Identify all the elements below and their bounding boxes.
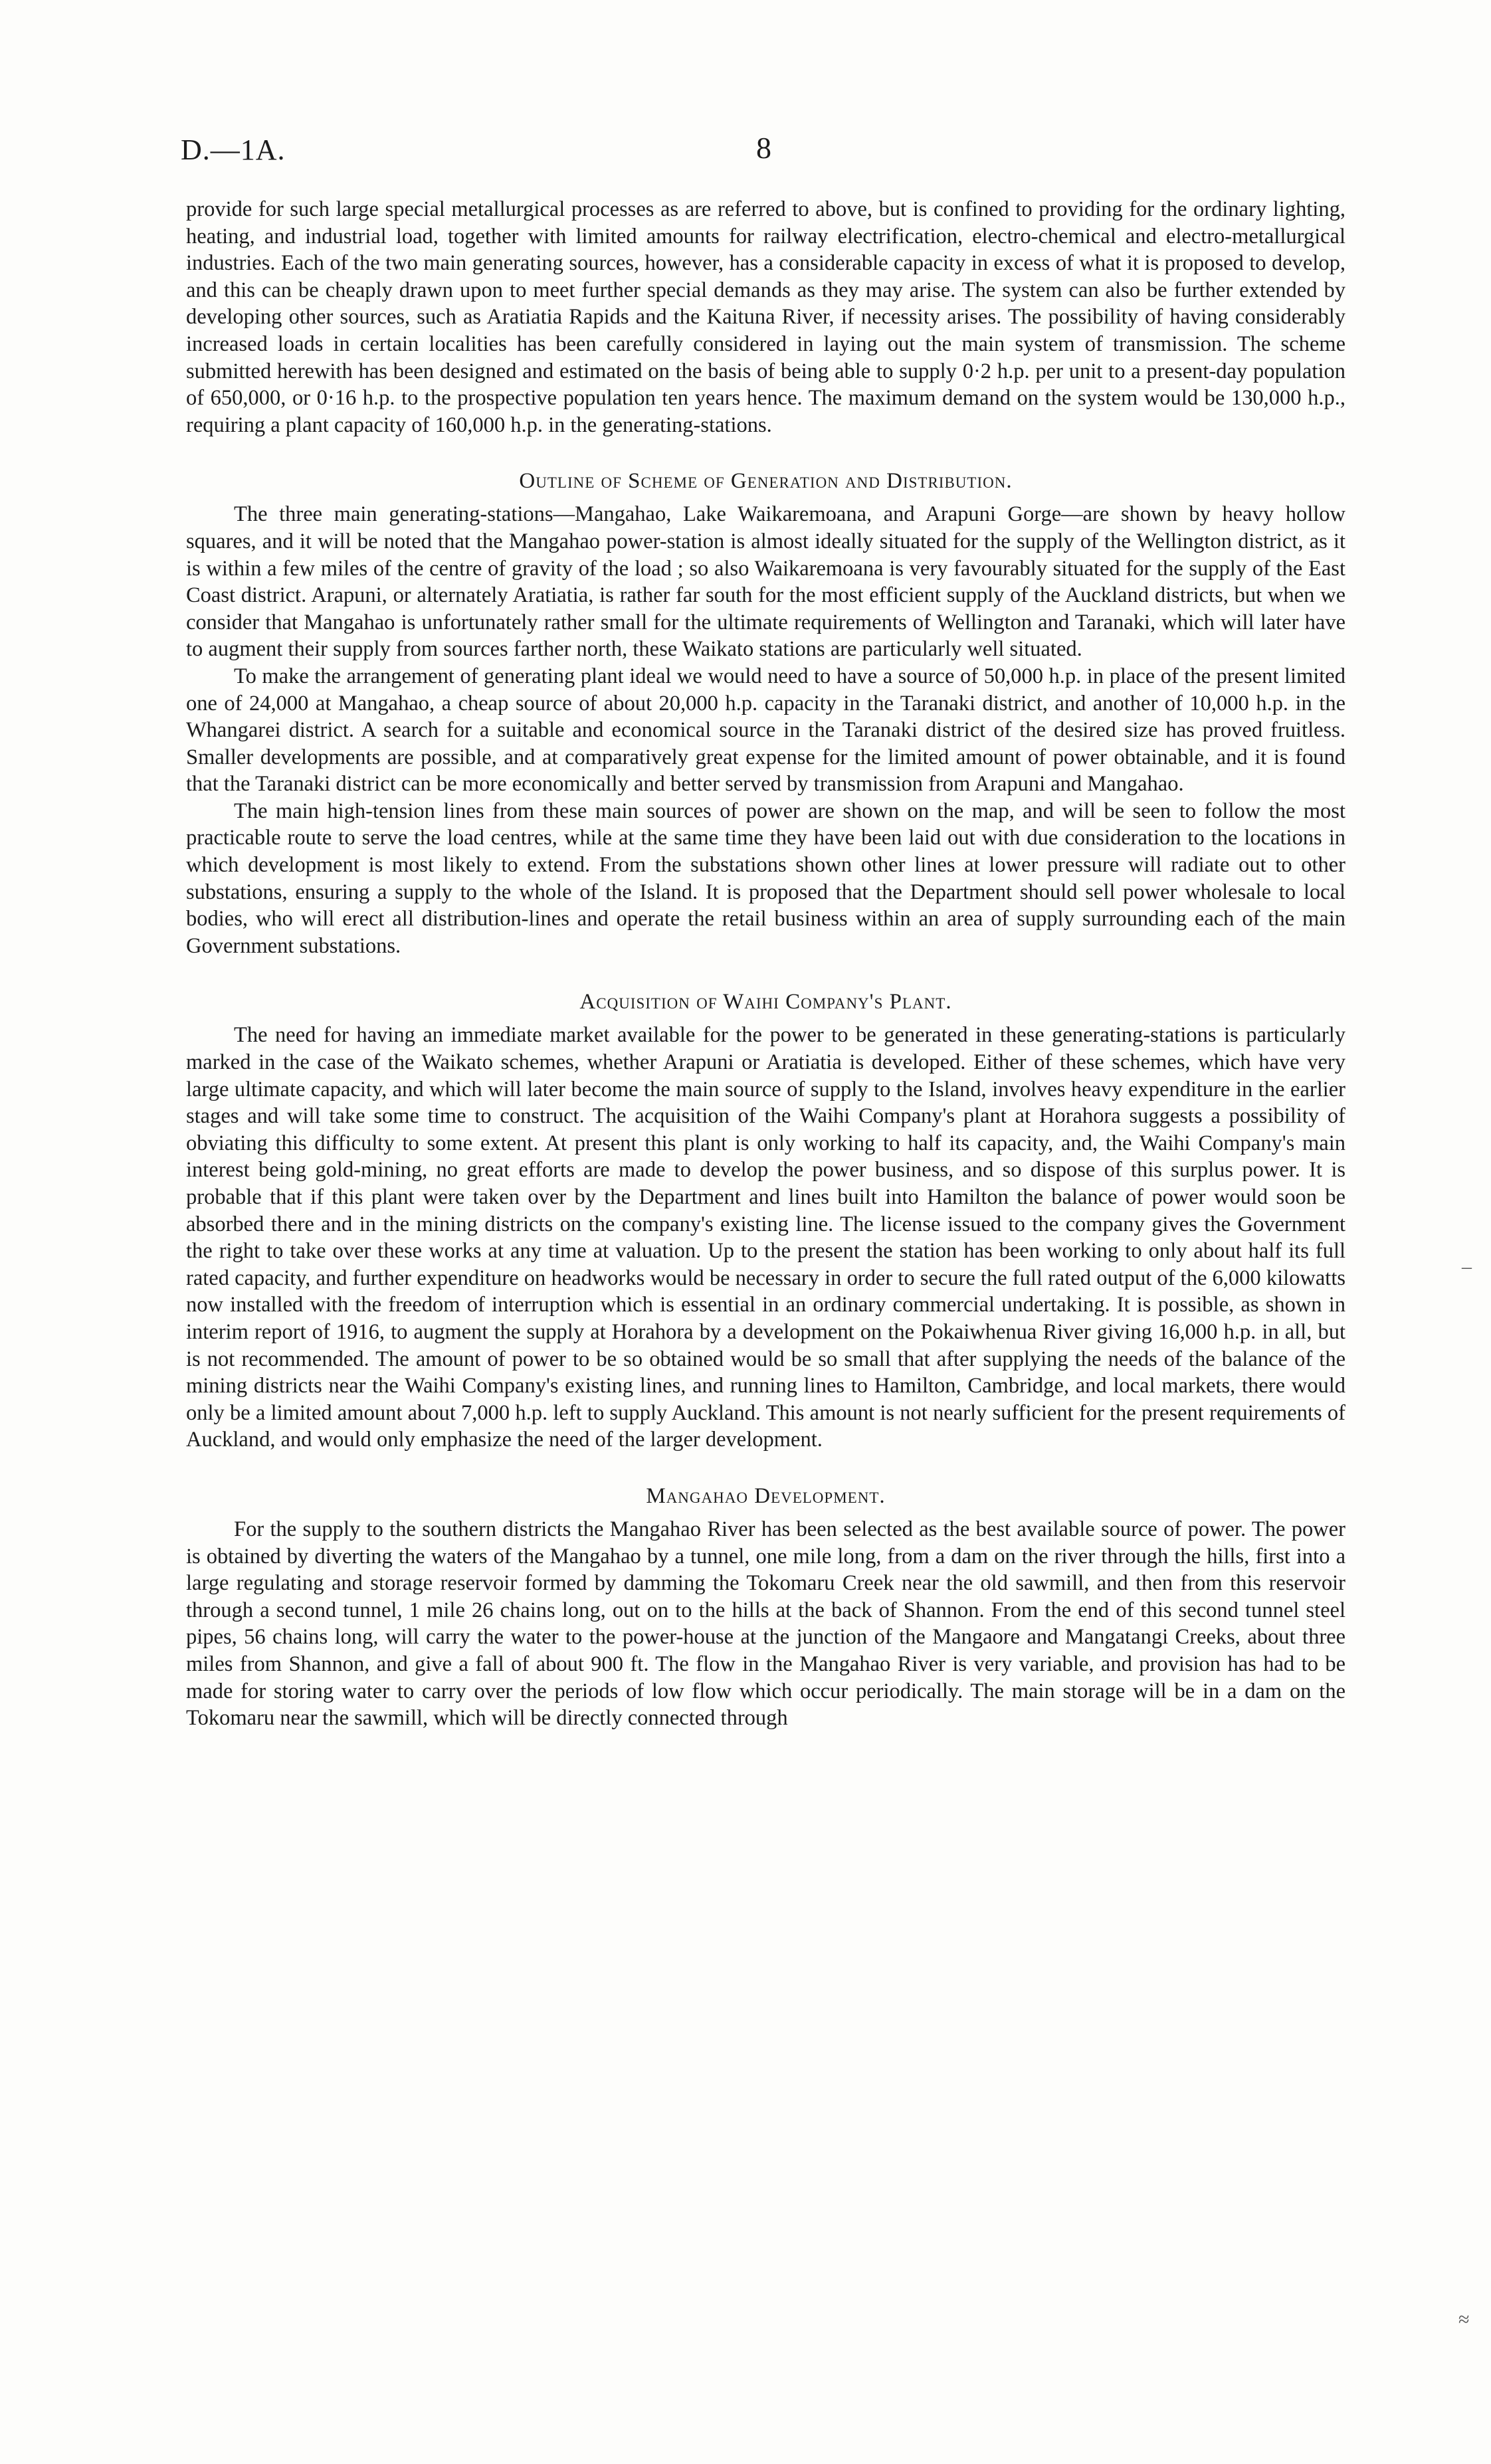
- margin-dash-mark: –: [1462, 1256, 1472, 1278]
- section-heading-outline-of-scheme: Outline of Scheme of Generation and Distribution.: [519, 469, 1013, 494]
- paragraph: The main high-tension lines from these main sources of power are shown on the map, and will be seen to follow the most practicable route to serve the load centres, while at the same time they have been laid out with due consideration to the locations in which development is most likely to extend. From the substations shown other lines at lower pressure will radiate out to other substations, ensuring a supply to the whole of the Island. It is proposed that the Department should sell power wholesale to local bodies, who will erect all distribution-lines and operate the retail business within an area of supply surrounding each of the main Government substations.: [186, 799, 1345, 958]
- page-body: [186, 196, 1345, 1732]
- page-number: 8: [756, 131, 771, 165]
- paragraph: For the supply to the southern districts the Mangahao River has been selected as the best available source of power. The power is obtained by diverting the waters of the Mangahao by a tunnel, one mile long, from a dam on the river through the hills, first into a large regulating and storage reservoir formed by damming the Tokomaru Creek near the old sawmill, and then from this reservoir through a second tunnel, 1 mile 26 chains long, out on to the hills at the back of Shannon. From the end of this second tunnel steel pipes, 56 chains long, will carry the water to the power-house at the junction of the Mangaore and Mangatangi Creeks, about three miles from Shannon, and give a fall of about 900 ft. The flow in the Mangahao River is very variable, and provision has had to be made for storing water to carry over the periods of low flow which occur periodically. The main storage will be in a dam on the Tokomaru near the sawmill, which will be directly connected through: [186, 1517, 1345, 1731]
- paragraph: provide for such large special metallurgical processes as are referred to above, but is confined to providing for the ordinary lighting, heating, and industrial load, together with limited amounts for railway electrification, electro-chemical and electro-metallurgical industries. Each of the two main generating sources, however, has a considerable capacity in excess of what it is proposed to develop, and this can be cheaply drawn upon to meet further special demands as they may arise. The system can also be further extended by developing other sources, such as Aratiatia Rapids and the Kaituna River, if necessity arises. The possibility of having considerably increased loads in certain localities has been carefully considered in laying out the main system of transmission. The scheme submitted herewith has been designed and estimated on the basis of being able to supply 0·2 h.p. per unit to a present-day population of 650,000, or 0·16 h.p. to the prospective population ten years hence. The maximum demand on the system would be 130,000 h.p., requiring a plant capacity of 160,000 h.p. in the generating-stations.: [186, 197, 1345, 437]
- margin-scribble-mark: ≈: [1458, 2309, 1470, 2330]
- paragraph: The three main generating-stations—Mangahao, Lake Waikaremoana, and Arapuni Gorge—are shown by heavy hollow squares, and it will be noted that the Mangahao power-station is almost ideally situated for the supply of the Wellington district, as it is within a few miles of the centre of gravity of the load ; so also Waikaremoana is very favourably situated for the supply of the East Coast district. Arapuni, or alternately Aratiatia, is rather far south for the most efficient supply of the Auckland districts, but when we consider that Mangahao is unfortunately rather small for the ultimate requirements of Wellington and Taranaki, which will later have to augment their supply from sources farther north, these Waikato stations are particularly well situated.: [186, 502, 1345, 662]
- section-heading-mangahao-development: Mangahao Development.: [646, 1483, 886, 1508]
- section-heading-acquisition-waihi: Acquisition of Waihi Company's Plant.: [579, 990, 952, 1014]
- paragraph: To make the arrangement of generating plant ideal we would need to have a source of 50,000 h.p. in place of the present limited one of 24,000 at Mangahao, a cheap source of about 20,000 h.p. capacity in the Taranaki district, and another of 10,000 h.p. in the Whangarei district. A search for a suitable and economical source in the Taranaki district of the desired size has proved fruitless. Smaller developments are possible, and at comparatively great expense for the limited amount of power obtainable, and it is found that the Taranaki district can be more economically and better served by transmission from Arapuni and Mangahao.: [186, 664, 1345, 797]
- paragraph: The need for having an immediate market available for the power to be generated in these generating-stations is particularly marked in the case of the Waikato schemes, whether Arapuni or Aratiatia is developed. Either of these schemes, which have very large ultimate capacity, and which will later become the main source of supply to the Island, involves heavy expenditure in the earlier stages and will take some time to construct. The acquisition of the Waihi Company's plant at Horahora suggests a possibility of obviating this difficulty to some extent. At present this plant is only working to half its capacity, and, the Waihi Company's main interest being gold-mining, no great efforts are made to develop the power business, and so dispose of this surplus power. It is probable that if this plant were taken over by the Department and lines built into Hamilton the balance of power would soon be absorbed there and in the mining districts on the company's existing line. The license issued to the company gives the Government the right to take over these works at any time at valuation. Up to the present the station has been working to only about half its full rated capacity, and further expenditure on headworks would be necessary in order to secure the full rated output of the 6,000 kilowatts now installed with the freedom of interruption which is essential in an ordinary commercial undertaking. It is possible, as shown in interim report of 1916, to augment the supply at Horahora by a development on the Pokaiwhenua River giving 16,000 h.p. in all, but is not recommended. The amount of power to be so obtained would be so small that after supplying the needs of the balance of the mining districts near the Waihi Company's existing lines, and running lines to Hamilton, Cambridge, and local markets, there would only be a limited amount about 7,000 h.p. left to supply Auckland. This amount is not nearly sufficient for the present requirements of Auckland, and would only emphasize the need of the larger development.: [186, 1023, 1345, 1452]
- report-reference: D.—1A.: [181, 134, 286, 166]
